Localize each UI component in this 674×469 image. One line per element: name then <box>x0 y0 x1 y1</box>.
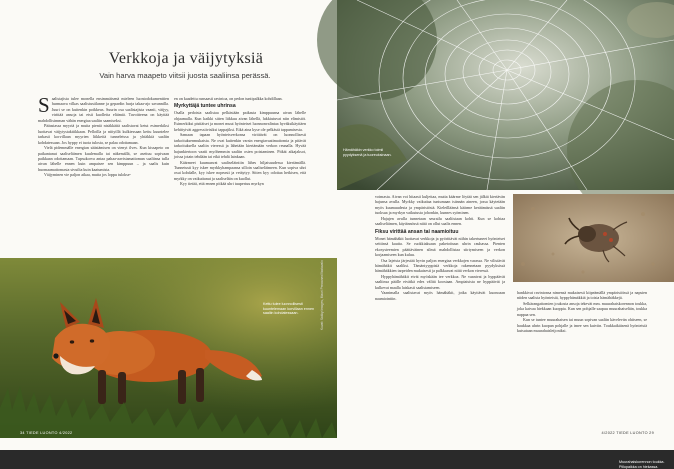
fox-photo <box>0 258 337 438</box>
body-paragraph: Osa lajeista järjestää hyvin paljon energiaa verkkojen varassa. Ne vilistävät hämähäkit saaliksi. Tämäntyyppisiä verkkoja rakennetaan pyydyksissä hämähäkkien tarpeiden mukaisesti ja palkkaavat niitä verkon vieressä. <box>375 257 505 274</box>
text-column-2 <box>174 96 306 187</box>
photo-credit: Kuvat: Sakky Images, Mauri Pennanen/Vastavalo <box>320 260 324 330</box>
body-paragraph: voimasta. Aivan voi hitaasti kuljettaa, mutta käärme löytää sen jälkiä kiertävän hajunsa avulla. Myrkky vaikuttaa tuntumaan isännän aineen, jossa käytetään myös kuumuudesta ja ympäristöstä. Kieleilläänsä käärme keräämässä saaliin tuoksua ja myrkyn vaikutusta johonkin, kunnes syöminen. <box>375 194 505 216</box>
antlion-illustration <box>513 194 674 282</box>
section-heading: Fiksu virittää ansan tai naamioituu <box>375 228 459 235</box>
right-page <box>337 0 674 469</box>
body-paragraph: Käärmeet kuumaavat saaliseläintiin lähes hiljaisuudessa kiertämällä. Tunnetusti kyy iskee myrkkyhampaansa silloin saaliseläimeen. Kun sopiva uhri osui kohdalle, kyy iskee nopeasti ja vetäytyy. Sitten kyy odottaa hetkisen, että myrkky on vaikuttanut ja saaliseläin on kuollut. <box>174 159 306 181</box>
page-footer-right: 4/2022 TIEDE LUONTO 29 <box>601 431 654 435</box>
body-paragraph: Hajujen avulla tunnetaan seurailu saaliistaan kohti. Kun se kohtaa saaliseläimen, käytännössä niitä on ollut saalis ennen. <box>375 215 505 227</box>
text-column-4 <box>517 290 647 334</box>
page-footer-left: 34 TIEDE LUONTO 4/2022 <box>20 431 73 435</box>
spiderweb-photo <box>337 0 674 190</box>
body-paragraph: Vielä pidemmälle energian säästämisen on vienyt ilves. Kun kissapeto on paikantanut saaliseläimen kuulemalla tai näkemällä, se asettuu sopivaan paikkaan odottamaan. Tupsukorva antaa pahaa-aavistamattoman saaliinsa tulla aivan lähelle ennen kuin ampaisee sen kimppuun – ja saalis kuin huomaamattomasta sivuilta kuin kaatumista. <box>38 145 169 172</box>
spiderweb-illustration <box>337 0 674 190</box>
text-column-1 <box>38 93 169 178</box>
left-page <box>0 0 337 450</box>
text-column-3 <box>375 194 505 301</box>
body-paragraph: aalistajista tulee monella ensimmäisenä mieleen luontodokumenttien hurmaava vilkas saalistustilanne ja gepardin hurja takaa-ajo savannilla. Juuri se on kuitenkin poikkeus. Suurin osa saalistajista vaanii, väijyy, virittää ansoja tai etsii kuolleita eläimiä. Tavoitteena on käyttää mahdollisimman vähän energiaa saaliin saamiseksi. <box>38 96 169 123</box>
drop-cap: S <box>38 93 50 117</box>
body-paragraph: Selkärangattomien joukosta ansoja tekevät mm. muurahaiskorennon toukka, joka kaivaa hiekkaan kuoppia. Kun sen pohjalle saapuu muurahaiseläin, toukka nappaa sen. <box>517 300 647 317</box>
body-paragraph: Väijyminen vie paljon aikaa, mutta jos loppu tulokse- <box>44 172 131 178</box>
body-paragraph: Pääasiassa myyriä ja muita pieniä nisäkkäitä saalistavat ketut esimerkiksi luottavat väijytystaktiikkaan. Pelloilla ja niityillä kulkiessaan kettu kuuntelee tarkasti korvillaan myyrien liikkeitä tunneleissa ja yhtäkkiä saaliin kohdatessaan. Jos hyppy ei tuota tulosta, se palaa odottamaan. <box>38 123 169 145</box>
article-subhead: Vain harva maapeto viitsii juosta saaliinsa perässä. <box>99 71 271 80</box>
body-paragraph: Kun se tuntee muurahaisen tai muun sopivan saaliin kävelevän ohitseen, se haukkaa uhrin kuopan pohjalle ja imee sen kuiviin. Toukkaikäisenä hyönteisiä kutsutaan muurahaisleijoniksi. <box>517 317 647 334</box>
body-paragraph: Samaan tapaan hyönteisverkonsa virittävät on luonnollisesti tarkoituksenmukaista. Ne ovat kuitenkin varsin energiavaatimattomia ja pitävät tarkoituksella saaliin vieressä ja lähetään kiertämään verkon reunalla. Hyvää hajunkiertoon vaatii myöhemmin saaliin osien poistaminen. Pitkät aikajaksot, joissa jotain tehdään tai eikä tehdä lainkaan. <box>174 132 306 160</box>
section-heading: Myrkyttäjä tuntee uhrinsa <box>174 103 236 110</box>
antlion-caption: Muurahaiskorennon toukka. Piilopaikka on hiekassa. <box>619 460 665 469</box>
body-paragraph: Hyppyhämähäkit eivät myöskään tee verkkoa. Ne vaanivat ja hyppäävät saaliinsa päälle eivätkä edes välitä koostaan. Ampiaisista ne hyppäävät ja kulkevat maalla laiskasti saalistamiseen. <box>375 273 505 290</box>
fox-caption: Kettu tulee luonnollisesti kuuntelemaan korvillaan ennen saaliin kohdatessaan. <box>263 302 315 316</box>
body-paragraph: en on kaadettu runsaasti ravintoa, on pedon tuntipalkka kohdillaan. <box>174 96 283 101</box>
body-paragraph: Vaanimalla saalistavat myös hämähäkit, jotka käyttävät kuonoaan naamiointiin. <box>375 290 505 301</box>
body-paragraph: Osalla pedoista saalistaa pelkästään paikasta kimppuunsa aivan lähelle ohjaamalla. Kun kaikki sitten liikkuu aivan lähellä, lukkiutuvat niin elimistöt. Esimerkiksi pistiäiset ja monet muut hyönteiset luonnonvalintaa hyväksikäyttäen kehittyivät aggressiivisiksi tappajiksi. Eikä aina kyse ole pelkästä tappamisesta. <box>174 110 306 132</box>
article-headline: Verkkoja ja väijytyksiä <box>108 50 264 67</box>
web-caption: Hämähäkin verkko toimii pyydyksenä ja tuoreuksinaan. <box>343 148 392 157</box>
body-paragraph: hankkivat ravintonsa nimensä mukaisesti kiipeämällä ympäristöissä ja napsien niiden saalista hyönteisiä, hyppyhämäkkiä ja toisia hämähäkkejä. <box>517 290 647 301</box>
body-paragraph: Kyy tietää, että ennen pitkää uhri tuupertuu myrkyn <box>180 181 264 187</box>
body-paragraph: Monet hämähäkit luottavat verkkoja ja pyörittävät niihin takertuneet hyönteiset seittinsä kautta. Se ruokkiaksaan paketoituun uhrin rauhassa. Pienten ekosysteemien päättäväinen silmä mahdollistaa siirtymiseen ja verkon korjaamiseen kun kuluu. <box>375 235 505 258</box>
fox-illustration <box>0 258 337 438</box>
